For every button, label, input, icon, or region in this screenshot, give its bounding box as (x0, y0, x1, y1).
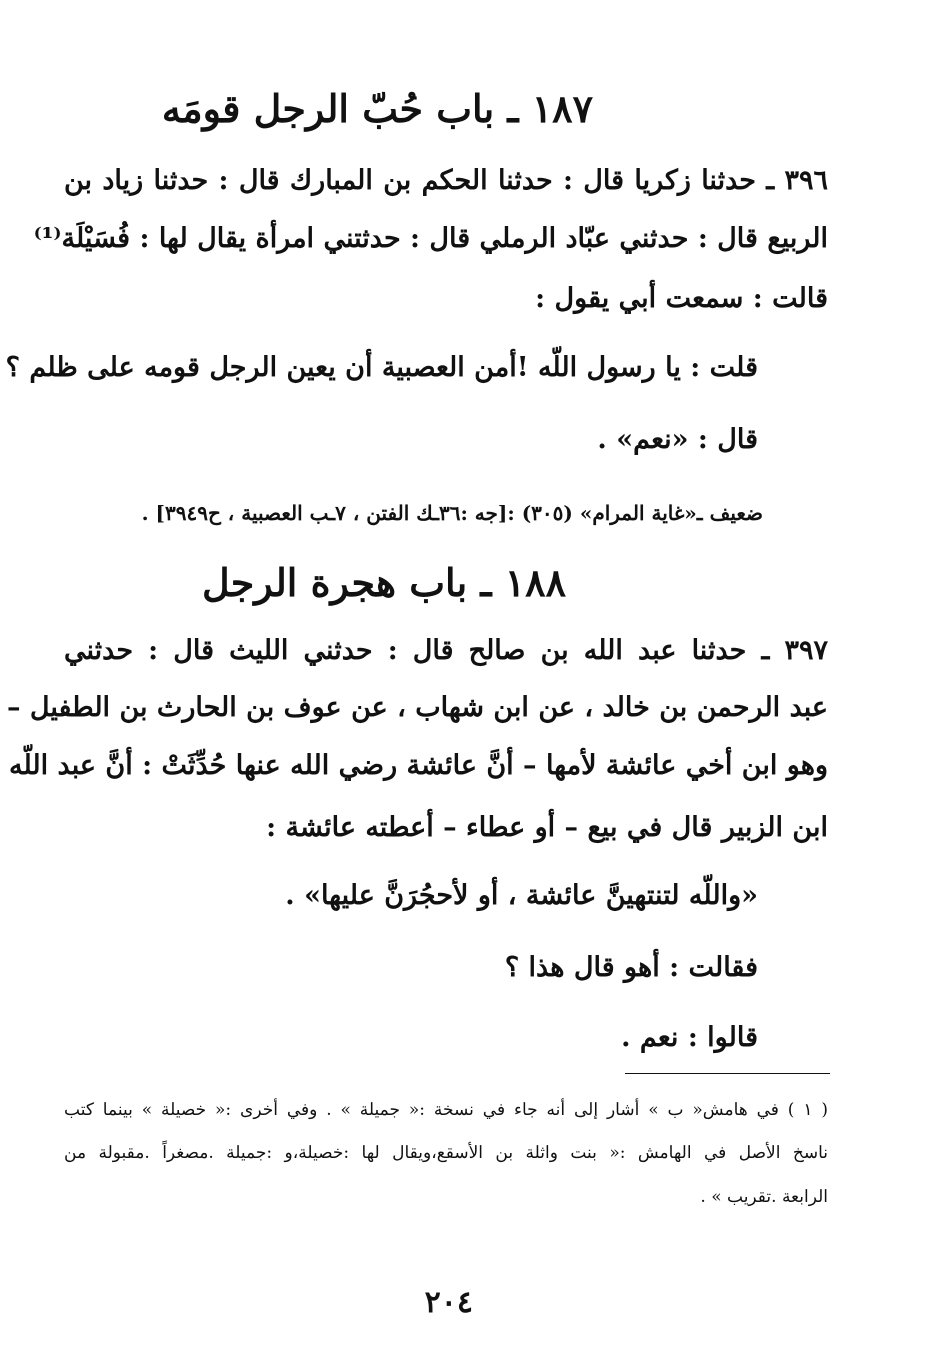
footnote-line-2: ناسخ الأصل في الهامش :« بنت واثلة بن الأسقع،ويقال لها :خصيلة،و :جميلة .مصغراً .مقبولة من (64, 1143, 828, 1163)
hadith-396-line-3: قالت : سمعت أبي يقول : (535, 283, 828, 314)
hadith-397-reply-2: قالوا : نعم . (621, 1022, 758, 1053)
hadith-397-quote: «واللّه لتنتهينَّ عائشة ، أو لأحجُرَنَّ عليها» . (285, 880, 758, 911)
footnote-separator (625, 1073, 830, 1074)
footnote-line-3: الرابعة .تقريب » . (700, 1187, 828, 1207)
hadith-396-line-1: ٣٩٦ ـ حدثنا زكريا قال : حدثنا الحكم بن المبارك قال : حدثنا زياد بن (64, 165, 828, 196)
hadith-396-question: قلت : يا رسول اللّه !أمن العصبية أن يعين الرجل قومه على ظلم ؟ (5, 352, 758, 383)
chapter-heading-187: ١٨٧ ـ باب حُبّ الرجل قومَه (161, 86, 593, 131)
hadith-397-line-2: عبد الرحمن بن خالد ، عن ابن شهاب ، عن عوف بن الحارث بن الطفيل – (7, 692, 828, 723)
hadith-397-line-4: ابن الزبير قال في بيع – أو عطاء – أعطته عائشة : (266, 812, 828, 843)
hadith-396-grading: ضعيف ـ«غاية المرام» (٣٠٥) :[جه :٣٦ـك الفتن ، ٧ـب العصبية ، ح٣٩٤٩] . (141, 501, 763, 525)
footnote-line-1: ( ١ ) في هامش« ب » أشار إلى أنه جاء في نسخة :« جميلة » . وفي أخرى :« خصيلة » بينما كتب (64, 1100, 828, 1120)
hadith-397-line-1: ٣٩٧ ـ حدثنا عبد الله بن صالح قال : حدثني الليث قال : حدثني (64, 635, 828, 666)
hadith-397-line-3: وهو ابن أخي عائشة لأمها – أنَّ عائشة رضي الله عنها حُدِّثَتْ : أنَّ عبد اللّه (9, 750, 828, 781)
hadith-397-reply-1: فقالت : أهو قال هذا ؟ (504, 952, 758, 983)
hadith-396-line-2: الربيع قال : حدثني عبّاد الرملي قال : حدثتني امرأة يقال لها : فُسَيْلَة⁽¹⁾ (33, 223, 828, 254)
chapter-heading-188: ١٨٨ ـ باب هجرة الرجل (201, 560, 566, 605)
hadith-396-answer: قال : «نعم» . (597, 424, 758, 455)
page-number: ٢٠٤ (424, 1285, 473, 1320)
